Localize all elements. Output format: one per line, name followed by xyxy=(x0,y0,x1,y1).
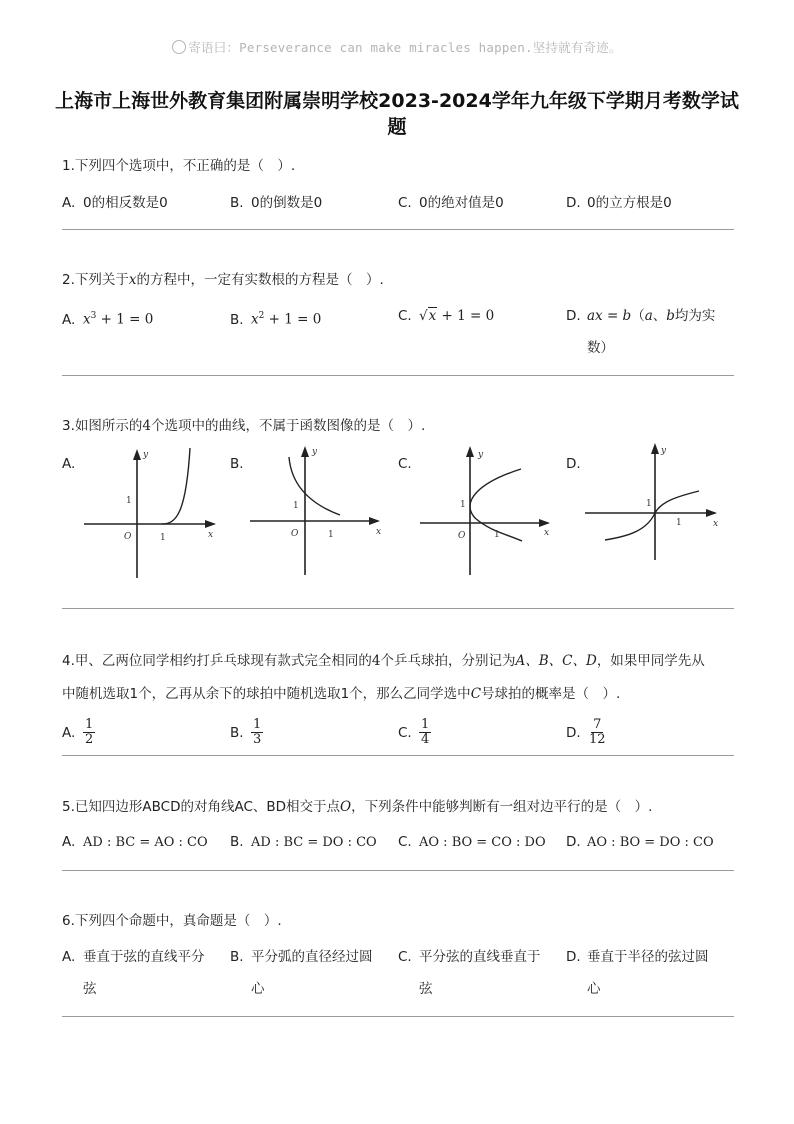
option-d[interactable]: D. 垂直于半径的弦过圆 心 xyxy=(566,949,709,997)
graph-c xyxy=(420,445,560,577)
question-stem: 2.下列关于x的方程中，一定有实数根的方程是（ ）. xyxy=(62,272,384,288)
option-a[interactable]: A. AD : BC = AO : CO xyxy=(62,834,208,850)
option-equation: $x^3 + 1 = 0$ xyxy=(83,311,154,328)
option-equation: ax = b xyxy=(587,308,632,324)
option-b[interactable]: B. $x^2 + 1 = 0$ xyxy=(230,301,390,335)
option-b[interactable]: B. xyxy=(230,456,244,472)
option-c[interactable]: C. AO : BO = CO : DO xyxy=(398,834,546,850)
graph-b xyxy=(250,445,390,577)
option-d[interactable]: D. xyxy=(566,456,581,472)
fraction: $\frac{7}{12}$ xyxy=(589,717,606,747)
question-stem: 6.下列四个命题中，真命题是（ ）. xyxy=(62,913,282,929)
option-c[interactable]: C. 平分弦的直线垂直于 弦 xyxy=(398,949,541,997)
option-row xyxy=(62,713,734,757)
curve xyxy=(162,448,190,524)
origin-label: O xyxy=(458,531,466,541)
y-axis-label: y xyxy=(312,447,318,457)
origin-label: O xyxy=(291,529,299,539)
option-text: 0的立方根是0 xyxy=(587,195,672,211)
option-equation: √x + 1 = 0 xyxy=(419,308,495,324)
option-row xyxy=(62,827,734,867)
question-5 xyxy=(62,796,734,867)
option-text: AD : BC = DO : CO xyxy=(251,835,377,850)
tick-label: 1 xyxy=(126,496,132,506)
question-stem: 5.已知四边形ABCD的对角线AC、BD相交于点O，下列条件中能够判断有一组对边平行的是（ ）. xyxy=(62,799,653,815)
curve xyxy=(605,491,699,540)
tick-label: 1 xyxy=(293,501,299,511)
option-c[interactable]: C. √x + 1 = 0 xyxy=(398,301,558,331)
divider xyxy=(62,870,734,871)
option-c[interactable]: C. $\frac{1}{4}$ xyxy=(398,717,430,747)
option-text-line-2: 数） xyxy=(587,340,614,356)
question-1 xyxy=(62,155,734,228)
smile-icon xyxy=(172,40,186,54)
tick-label: 1 xyxy=(646,499,652,509)
tick-label: 1 xyxy=(676,518,682,528)
question-4 xyxy=(62,645,734,757)
page-title xyxy=(40,88,754,140)
option-b[interactable]: B. $\frac{1}{3}$ xyxy=(230,717,262,747)
option-equation: $x^2 + 1 = 0$ xyxy=(251,311,322,328)
option-row xyxy=(62,942,734,1008)
tick-label: 1 xyxy=(328,530,334,540)
option-d[interactable]: D. $\frac{7}{12}$ xyxy=(566,717,606,747)
question-stem: 3.如图所示的4个选项中的曲线，不属于函数图像的是（ ）. xyxy=(62,418,426,434)
option-row xyxy=(62,188,734,228)
question-stem: 4.甲、乙两位同学相约打乒乓球现有款式完全相同的4个乒乓球拍，分别记为A、B、C、D，如果甲同学先从 中随机选取1个，乙再从余下的球拍中随机选取1个，那么乙同学选中C号球拍的概率是（ ）. xyxy=(62,653,705,702)
option-b[interactable]: B. 平分弧的直径经过圆 心 xyxy=(230,949,373,997)
divider xyxy=(62,375,734,376)
tick-label: 1 xyxy=(460,500,466,510)
sqrt-sign: √ xyxy=(419,308,428,324)
y-axis-label: y xyxy=(143,450,149,460)
divider xyxy=(62,755,734,756)
graph-a xyxy=(84,448,224,580)
y-axis-label: y xyxy=(661,446,667,456)
origin-label: O xyxy=(124,532,132,542)
option-a[interactable]: A. xyxy=(62,456,76,472)
motto-text: 寄语曰：Perseverance can make miracles happen.坚持就有奇迹。 xyxy=(188,40,622,55)
tick-label: 1 xyxy=(494,530,500,540)
option-text: 0的倒数是0 xyxy=(251,195,323,211)
option-text: AO : BO = DO : CO xyxy=(587,835,714,850)
option-b[interactable]: B. 0的倒数是0 xyxy=(230,195,323,211)
tick-label: 1 xyxy=(160,533,166,543)
question-6 xyxy=(62,910,734,1008)
y-axis-label: y xyxy=(478,450,484,460)
question-2 xyxy=(62,269,734,367)
option-text: 0的相反数是0 xyxy=(83,195,168,211)
question-3 xyxy=(62,415,734,437)
option-text: AD : BC = AO : CO xyxy=(83,835,208,850)
x-axis-label: x xyxy=(376,527,382,537)
option-a[interactable]: A. $x^3 + 1 = 0$ xyxy=(62,301,222,335)
title-line-1: 上海市上海世外教育集团附属崇明学校2023-2024学年九年级下学期月考数学试 xyxy=(55,90,739,112)
question-stem: 1.下列四个选项中，不正确的是（ ）. xyxy=(62,158,296,174)
option-row xyxy=(62,301,734,367)
option-a[interactable]: A. 0的相反数是0 xyxy=(62,195,168,211)
option-text: 0的绝对值是0 xyxy=(419,195,504,211)
option-text: AO : BO = CO : DO xyxy=(419,835,546,850)
x-axis-label: x xyxy=(713,519,719,529)
option-b[interactable]: B. AD : BC = DO : CO xyxy=(230,834,377,850)
x-axis-label: x xyxy=(208,530,214,540)
x-axis-label: x xyxy=(544,528,550,538)
divider xyxy=(62,229,734,230)
option-d[interactable]: D. 0的立方根是0 xyxy=(566,195,672,211)
fraction: $\frac{1}{2}$ xyxy=(85,717,94,747)
motto-header xyxy=(0,38,794,56)
graph-d xyxy=(585,442,725,564)
divider xyxy=(62,608,734,609)
option-c[interactable]: C. 0的绝对值是0 xyxy=(398,195,504,211)
title-line-2: 题 xyxy=(387,116,407,138)
option-a[interactable]: A. 垂直于弦的直线平分 弦 xyxy=(62,949,205,997)
option-c[interactable]: C. xyxy=(398,456,412,472)
option-d[interactable]: D. AO : BO = DO : CO xyxy=(566,834,714,850)
fraction: $\frac{1}{3}$ xyxy=(253,717,262,747)
divider xyxy=(62,1016,734,1017)
option-d[interactable]: D. ax = b（a、b均为实 数） xyxy=(566,301,736,363)
fraction: $\frac{1}{4}$ xyxy=(421,717,430,747)
option-a[interactable]: A. $\frac{1}{2}$ xyxy=(62,717,94,747)
